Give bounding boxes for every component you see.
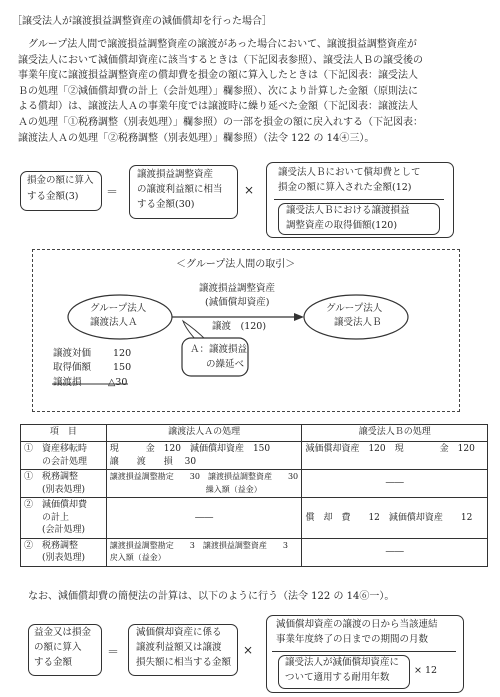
column-header: 譲受法人Ｂの処理: [302, 425, 488, 442]
equals-sign: ＝: [106, 185, 119, 199]
multiply-sign: ×: [243, 643, 254, 657]
fraction-bar: [272, 651, 456, 652]
callout-pointer: [183, 321, 206, 340]
formula-2-middle-line: 譲渡利益額又は譲渡: [136, 642, 222, 653]
formula-2-denominator-line: 譲受法人が減価償却資産に: [285, 657, 400, 668]
formula-1-numerator-line: 損金の額に算入された金額(12): [278, 182, 412, 193]
cell-line: ――: [195, 512, 214, 523]
left-ellipse-line: 譲渡法人Ａ: [90, 317, 138, 328]
row-item-line: ① 資産移転時: [24, 444, 88, 454]
cell-line: ――: [385, 546, 404, 557]
cell-a: [106, 538, 302, 566]
formula-2-left-line: する金額: [34, 657, 73, 668]
table-header-row: [21, 425, 488, 442]
row-item: [21, 470, 107, 498]
row-item-line: ① 税務調整: [24, 472, 79, 482]
processing-table: [20, 424, 488, 567]
row-item-line: ② 減価償却費: [24, 500, 88, 510]
row-item-line: ② 税務調整: [24, 540, 79, 551]
cell-b: [302, 498, 488, 539]
cell-line: 戻入額（益金）: [109, 553, 166, 562]
column-header: 譲渡法人Ａの処理: [106, 425, 302, 442]
cell-b: [302, 470, 488, 498]
arrow-label-top: 譲渡損益調整資産: [199, 283, 276, 294]
formula-2-numerator-line: 事業年度終了の日までの期間の月数: [276, 634, 429, 645]
cell-line: 繰入額（益金）: [109, 484, 262, 494]
table-row: [21, 470, 488, 498]
formula-2-middle-line: 損失額に相当する金額: [136, 657, 232, 668]
calc-value: △30: [108, 377, 128, 388]
intro-line: Ａの処理「①税務調整（別表処理）」欄参照）の一部を損金の額に戻入れする（下記図表：: [18, 116, 423, 128]
arrow-label-top: (減価償却資産): [205, 297, 270, 308]
intro-line: 譲受法人において減価償却資産に該当するときは（下記図表参照）、譲受法人Ｂの譲受後の: [18, 54, 423, 66]
cell-a: [106, 470, 302, 498]
formula-1-numerator-line: 譲受法人Ｂにおいて償却費として: [278, 167, 421, 178]
row-item-line: (別表処理): [24, 553, 86, 563]
cell-line: 譲渡損益調整勘定 30 譲渡損益調整資産 30: [109, 472, 299, 481]
formula-2-left-line: の額に算入: [34, 642, 82, 653]
cell-line: ――: [385, 478, 404, 489]
calc-value: 120: [113, 348, 132, 359]
intro-line: よる償却）は、譲渡法人Ａの事業年度では譲渡時に繰り延べた金額（下記図表：譲渡法人: [18, 101, 418, 113]
formula-1-left-line: する金額(3): [27, 191, 79, 202]
formula-1-denominator-line: 譲受法人Ｂにおける譲渡損益: [286, 205, 410, 216]
calc-label: 取得価額: [53, 362, 92, 373]
calc-label: 譲渡対価: [53, 348, 92, 359]
row-item-line: の計上: [24, 512, 70, 523]
column-header: 項 目: [21, 425, 107, 442]
formula-1-middle-line: 譲渡損益調整資産: [137, 169, 214, 180]
right-ellipse-line: グループ法人: [326, 303, 383, 314]
formula-1-left-line: 損金の額に算入: [27, 175, 94, 186]
multiply-sign: ×: [244, 183, 255, 197]
table-row: [21, 498, 488, 539]
formula-2-numerator-line: 減価償却資産の譲渡の日から当該連結: [276, 619, 438, 630]
cell-b: [302, 538, 488, 566]
formula-1-denominator-line: 調整資産の取得価額(120): [286, 220, 398, 231]
intro-line: グループ法人間で譲渡損益調整資産の譲渡があった場合において、譲渡損益調整資産が: [28, 39, 417, 50]
intro-line: 譲渡法人Ａの処理「②税務調整（別表処理）」欄参照）（法令 122 の 14④三）。: [18, 132, 375, 144]
formula-1-middle-line: の譲渡利益額に相当: [137, 184, 223, 195]
cell-line: 現 金 120 減価償却資産 150: [109, 444, 271, 454]
cell-line: 譲 渡 損 30: [109, 456, 197, 467]
callout-line: Ａ：譲渡損益: [190, 344, 248, 355]
row-item-line: (会計処理): [24, 525, 86, 535]
cell-line: 償 却 費 12 減価償却資産 12: [305, 512, 473, 523]
formula-2-middle-line: 減価償却資産に係る: [136, 627, 222, 638]
right-ellipse-line: 譲受法人Ｂ: [334, 317, 382, 328]
row-item: [21, 538, 107, 566]
intro-line: 事業年度に譲渡損益調整資産の償却費を損金の額に算入したときは（下記図表：譲受法人: [18, 70, 418, 82]
section-heading: ［譲受法人が譲渡損益調整資産の減価償却を行った場合］: [12, 16, 272, 27]
cell-b: [302, 442, 488, 470]
intro-line: Ｂの処理「②減価償却費の計上（会計処理）」欄参照）、次により計算した金額（原則法に: [18, 85, 418, 97]
transfer-arrow-head: [294, 313, 304, 321]
diagram-title: ＜グループ法人間の取引＞: [176, 259, 296, 270]
note-text: なお、減価償却費の簡便法の計算は、以下のように行う（法令 122 の 14⑥一）。: [28, 591, 395, 602]
row-item: [21, 498, 107, 539]
row-item: [21, 442, 107, 470]
callout-line: の繰延べ: [206, 359, 245, 370]
cell-line: 譲渡損益調整勘定 3 譲渡損益調整資産 3: [109, 540, 288, 550]
table-row: [21, 442, 488, 470]
table-row: [21, 538, 488, 566]
formula-2-denominator-line: ついて適用する耐用年数: [285, 672, 390, 683]
formula-1-middle-line: する金額(30): [137, 199, 195, 210]
left-ellipse-line: グループ法人: [90, 303, 147, 314]
row-item-line: (別表処理): [24, 484, 86, 495]
cell-a: [106, 498, 302, 539]
row-item-line: の会計処理: [24, 456, 88, 467]
cell-line: 減価償却資産 120 現 金 120: [305, 444, 475, 454]
calc-value: 150: [113, 362, 132, 373]
equals-sign: ＝: [107, 645, 120, 659]
arrow-label-bottom: 譲渡 (120): [212, 321, 267, 332]
calc-label: 譲渡損: [53, 377, 82, 388]
denominator-suffix: × 12: [414, 665, 438, 676]
cell-a: [106, 442, 302, 470]
formula-2-left-line: 益金又は損金: [34, 627, 92, 638]
